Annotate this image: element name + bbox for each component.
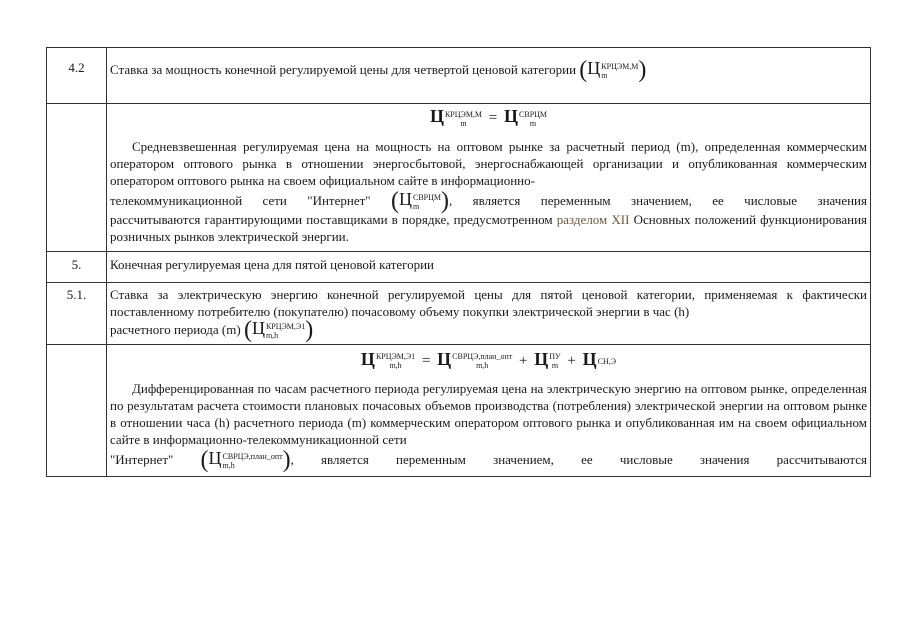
table-row-5-1: [47, 282, 871, 344]
paragraph-4-2-line2: телекоммуникационной сети "Интернет" (Ц СВРЦМ m ), является переменным значением, ее числовые значения: [110, 187, 867, 214]
inline-formula-krcem-m: (Ц КРЦЭМ,М m ): [579, 57, 647, 83]
row-title-4-2: Ставка за мощность конечной регулируемой цены для четвертой ценовой категории: [110, 62, 577, 77]
row-number-5-1: 5.1.: [47, 282, 107, 344]
row-number-4-2: 4.2: [47, 48, 107, 104]
row-description-4-2: [107, 48, 871, 104]
empty-number-cell: [47, 104, 107, 252]
row-number-5: 5.: [47, 251, 107, 282]
paragraph-5-1-line2: "Интернет" (Ц СВРЦЭ,план_опт m,h ), является переменным значением, ее числовые значения рассчитываются: [110, 447, 867, 474]
row-title-5: Конечная регулируемая цена для пятой ценовой категории: [107, 251, 871, 282]
document-table-container: [46, 47, 870, 477]
table-row-4-2: [47, 48, 871, 104]
formula-block-4-2: [107, 104, 871, 252]
paragraph-4-2-line3: рассчитываются гарантирующими поставщиками в порядке, предусмотренном разделом XII Основных положений функционирования розничных рынков электрической энергии.: [110, 211, 868, 244]
row-text-5-1-end: расчетного периода (m) (Ц КРЦЭМ,Э1 m,h ): [110, 316, 314, 343]
price-formula-table: [46, 47, 871, 477]
row-description-5-1: [107, 282, 871, 344]
table-row-5: [47, 251, 871, 282]
empty-number-cell-2: [47, 344, 107, 477]
paragraph-4-2-line1: Средневзвешенная регулируемая цена на мощность на оптовом рынке за расчетный период (m), определенная коммерческим оператором оптового рынка в отношении энергосбытовой, энергоснабжающей организации и опубликованная коммерческим оператором оптового рынка на своем официальном сайте в информационно-: [110, 138, 867, 188]
row-text-5-1: Ставка за электрическую энергию конечной регулируемой цены для пятой ценовой категории, применяемая к фактически поставленному потребителю (покупателю) почасовому объему покупки электрической энергии в час (h): [110, 286, 867, 319]
table-row-4-2-formula: [47, 104, 871, 252]
formula-5-1: Ц КРЦЭМ,Э1 m,h = Ц СВРЦЭ,план_опт m,h + Ц ПУ m + Ц СН,Э: [360, 348, 617, 371]
table-row-5-1-formula: [47, 344, 871, 477]
formula-4-2: Ц КРЦЭМ,М m = Ц СВРЦМ m: [429, 106, 548, 128]
formula-block-5-1: [107, 344, 871, 477]
paragraph-5-1-line1: Дифференцированная по часам расчетного периода регулируемая цена на электрическую энергию на оптовом рынке, определенная по результатам расчета стоимости плановых почасовых объемов производства (потребления) электрической энергии на оптовом рынке в отношении часа (h) расчетного периода (m) коммерческим оператором оптового рынка и опубликованная им на своем официальном сайте в информационно-телекоммуникационной сети: [110, 381, 867, 448]
section-xii-link[interactable]: разделом XII: [556, 211, 630, 227]
